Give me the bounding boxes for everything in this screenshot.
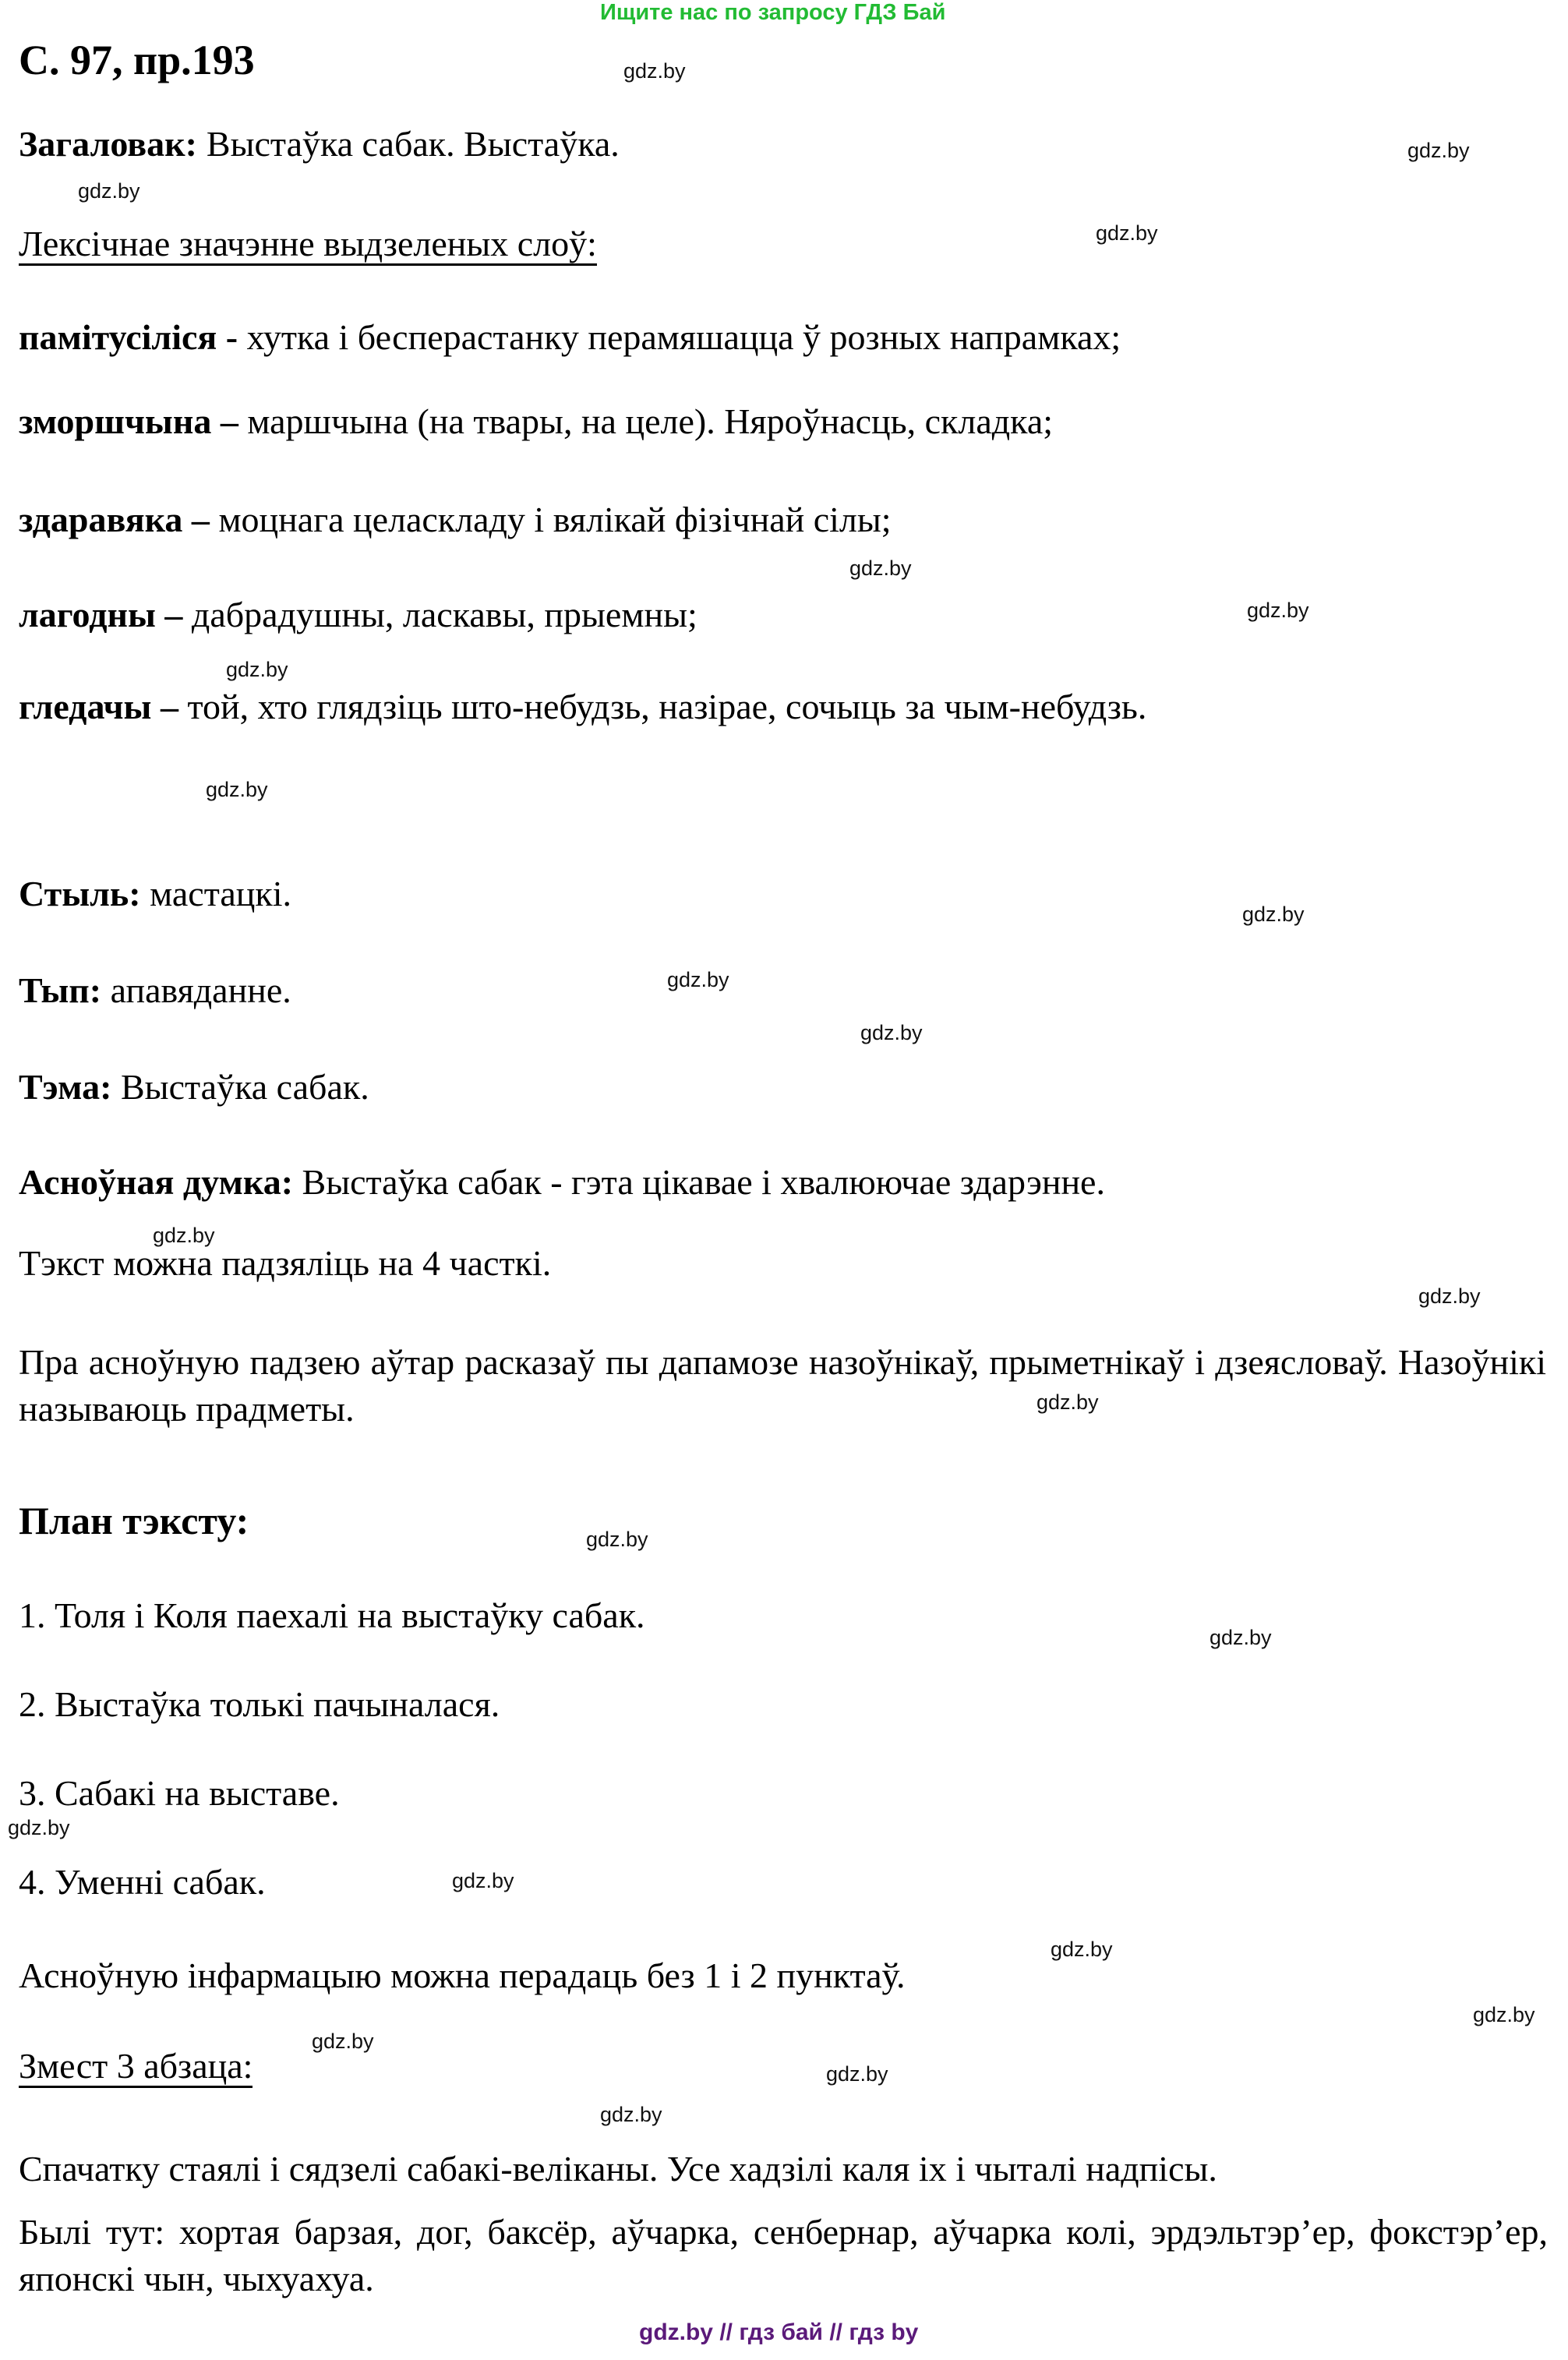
page-reference: С. 97, пр.193 (19, 37, 255, 83)
lexical-item (19, 597, 697, 633)
lexical-item (19, 689, 1146, 725)
lexical-definition: моцнага целаскладу і вялікай фізічнай сілы; (209, 500, 892, 539)
lexical-heading (19, 226, 597, 266)
main-idea-label: Асноўная думка: (19, 1162, 294, 1202)
gdz-watermark: gdz.by (8, 1816, 70, 1839)
gdz-watermark: gdz.by (1096, 221, 1158, 245)
gdz-watermark: gdz.by (1037, 1390, 1099, 1414)
plan-item: 1. Толя і Коля паехалі на выстаўку сабак. (19, 1595, 645, 1635)
attribute-value: Выстаўка сабак. (111, 1067, 369, 1107)
gdz-watermark: gdz.by (1210, 1626, 1272, 1649)
gdz-watermark: gdz.by (78, 179, 140, 203)
attribute-style (19, 876, 291, 912)
attribute-label: Тэма: (19, 1067, 112, 1107)
attribute-value: апавяданне. (101, 970, 291, 1010)
plan-heading: План тэксту: (19, 1499, 249, 1542)
gdz-watermark: gdz.by (600, 2103, 662, 2126)
content-heading-text: Змест 3 абзаца: (19, 2048, 253, 2088)
plan-item: 3. Сабакі на выставе. (19, 1773, 340, 1813)
content-heading (19, 2048, 253, 2088)
gdz-watermark: gdz.by (153, 1224, 215, 1247)
promo-banner: Ищите нас по запросу ГДЗ Бай (600, 0, 946, 25)
lexical-definition: той, хто глядзіць што-небудзь, назірае, сочыць за чым-небудзь. (178, 687, 1147, 726)
lexical-item (19, 502, 892, 538)
gdz-watermark: gdz.by (667, 968, 729, 991)
lexical-item (19, 317, 1121, 357)
plan-item: 2. Выстаўка толькі пачыналася. (19, 1684, 500, 1724)
parts-note: Тэкст можна падзяліць на 4 часткі. (19, 1243, 552, 1283)
gdz-watermark: gdz.by (623, 59, 686, 83)
gdz-watermark: gdz.by (452, 1869, 514, 1892)
gdz-watermark: gdz.by (1242, 903, 1305, 926)
main-idea-line (19, 1164, 1105, 1200)
attribute-label: Тып: (19, 970, 102, 1010)
gdz-watermark: gdz.by (1247, 599, 1309, 622)
lexical-definition: дабрадушны, ласкавы, прыемны; (182, 595, 697, 634)
footer-watermark: gdz.by // гдз бай // гдз by (639, 2319, 919, 2345)
main-idea-value: Выстаўка сабак - гэта цікавае і хвалюючае здарэнне. (293, 1162, 1105, 1202)
gdz-watermark: gdz.by (860, 1021, 923, 1044)
lexical-term: зморшчына – (19, 401, 238, 441)
content-paragraph-second: Былі тут: хортая барзая, дог, баксёр, аўчарка, сенбернар, аўчарка колі, эрдэльтэр’ер, фокстэр’ер, японскі чын, чыхуахуа. (19, 2212, 1548, 2298)
content-paragraph-first: Спачатку стаялі і сядзелі сабакі-велiканы. Усе хадзілі каля іх і чыталі надпісы. (19, 2149, 1217, 2189)
attribute-type (19, 970, 291, 1010)
lexical-term: памітусіліся - (19, 317, 238, 357)
gdz-watermark: gdz.by (1407, 139, 1470, 162)
info-note: Асноўную інфармацыю можна перадаць без 1 і 2 пунктаў. (19, 1955, 906, 1995)
narration-note: Пра асноўную падзею аўтар расказаў пы дапамозе назоўнікаў, прыметнікаў і дзеясловаў. Назоўнікі называюць прадметы. (19, 1342, 1546, 1429)
gdz-watermark: gdz.by (586, 1528, 648, 1551)
title-line (19, 126, 620, 162)
lexical-definition: маршчына (на твары, на целе). Няроўнасць, складка; (238, 401, 1054, 441)
gdz-watermark: gdz.by (1418, 1284, 1481, 1308)
gdz-watermark: gdz.by (826, 2062, 888, 2086)
gdz-watermark: gdz.by (226, 658, 288, 681)
lexical-term: гледачы – (19, 687, 178, 726)
lexical-term: лагодны – (19, 595, 183, 634)
gdz-watermark: gdz.by (849, 556, 912, 580)
lexical-definition: хутка і бесперастанку перамяшацца ў розных напрамках; (238, 317, 1121, 357)
gdz-watermark: gdz.by (1051, 1938, 1113, 1961)
gdz-watermark: gdz.by (206, 778, 268, 801)
attribute-value: мастацкі. (140, 874, 292, 913)
gdz-watermark: gdz.by (312, 2030, 374, 2053)
plan-item: 4. Уменні сабак. (19, 1862, 266, 1902)
title-label: Загаловак: (19, 124, 197, 164)
title-value: Выстаўка сабак. Выстаўка. (206, 124, 620, 164)
lexical-heading-text: Лексічнае значэнне выдзеленых слоў: (19, 226, 597, 266)
lexical-item (19, 401, 1054, 441)
attribute-theme (19, 1069, 369, 1105)
lexical-term: здаравяка – (19, 500, 210, 539)
gdz-watermark: gdz.by (1473, 2003, 1535, 2026)
attribute-label: Стыль: (19, 874, 141, 913)
